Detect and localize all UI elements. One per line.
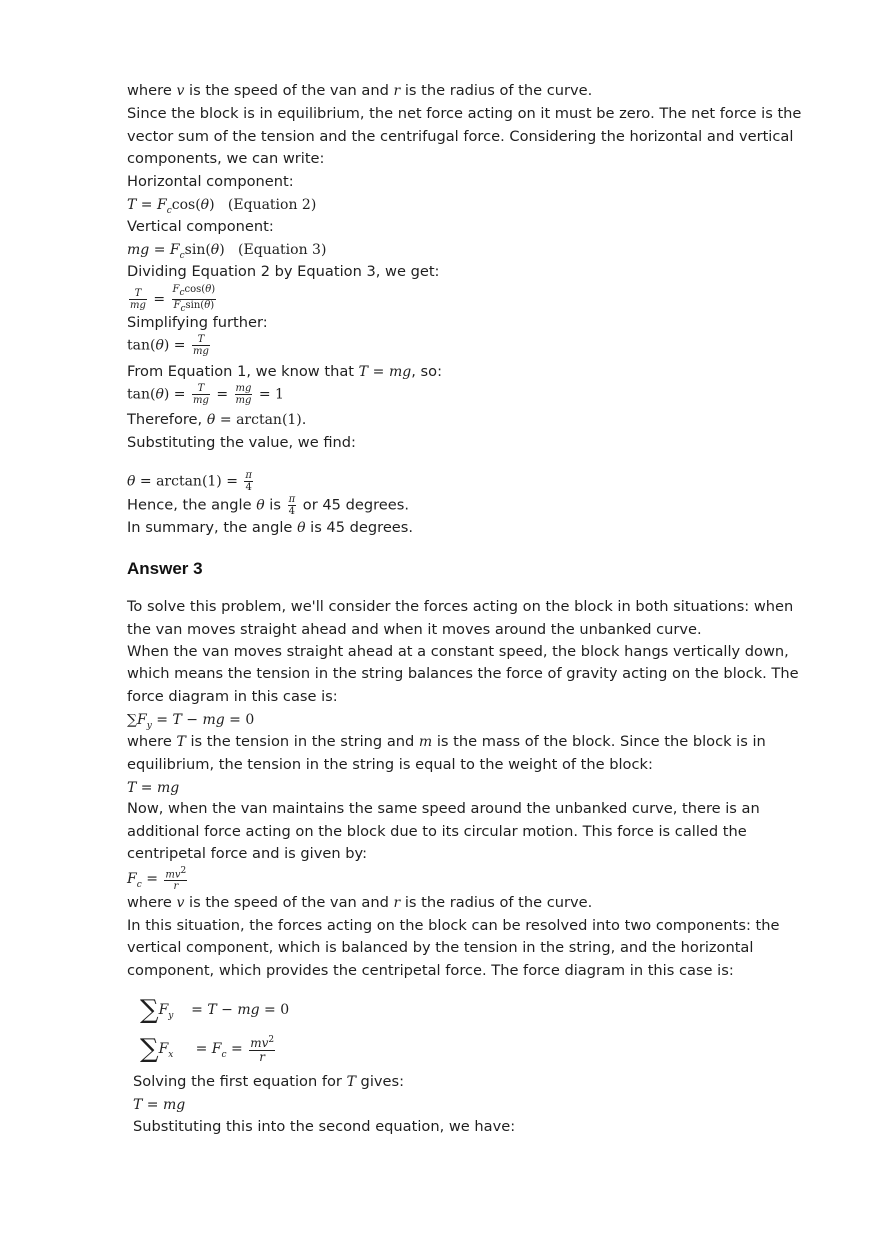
text-line: Substituting this into the second equation, we have: (133, 1118, 516, 1135)
equation-sum-fy: $\sum F_y = T$ − mg = 0 (127, 712, 255, 731)
text-line: which means the tension in the string balances the force of gravity acting on the block. The (127, 665, 799, 682)
text-line: force diagram in this case is: (127, 688, 338, 705)
equation-t-mg: T = mg (127, 780, 180, 796)
text-line: When the van moves straight ahead at a constant speed, the block hangs vertically down, (127, 643, 789, 660)
text-line: Solving the first equation for T gives: (133, 1073, 405, 1090)
text-line: To solve this problem, we'll consider the forces acting on the block in both situations: when (127, 598, 794, 615)
text-line: where T is the tension in the string and m is the mass of the block. Since the block is in (127, 733, 766, 750)
text-line: Since the block is in equilibrium, the net force acting on it must be zero. The net force is the (127, 105, 802, 122)
equation-tan: tan(θ) = $\frac{T}{mg}$ (127, 334, 209, 357)
answer-heading: Answer 3 (127, 559, 203, 578)
text-line: centripetal force and is given by: (127, 845, 367, 862)
text-line: vertical component, which is balanced by the tension in the string, and the horizontal (127, 939, 754, 956)
text-line: From Equation 1, we know that T = mg, so: (127, 363, 443, 380)
text-line: component, which provides the centripetal force. The force diagram in this case is: (127, 962, 734, 979)
text-line: where v is the speed of the van and r is the radius of the curve. (127, 82, 593, 99)
equation-ratio: $\frac{T}{mg}$ = $\frac{F_c\cos(\theta)}{F_c\sin(\theta)}$ (130, 284, 216, 314)
text-line: Dividing Equation 2 by Equation 3, we get: (127, 263, 440, 280)
text-line: additional force acting on the block due to its circular motion. This force is called the (127, 823, 747, 840)
equation-fc: $F_c$ = $\frac{mv^2}{r}$ (127, 866, 187, 893)
text-line: Hence, the angle θ is $\frac{\pi}{4}$ or 45 degrees. (127, 494, 409, 517)
text-line: where v is the speed of the van and r is the radius of the curve. (127, 894, 593, 911)
equation-t-mg-2: T = mg (133, 1097, 186, 1113)
text-line: In summary, the angle θ is 45 degrees. (127, 519, 414, 536)
text-line: Simplifying further: (127, 314, 268, 331)
text-line: Now, when the van maintains the same speed around the unbanked curve, there is an (127, 800, 760, 817)
equation-theta: θ = arctan(1) = $\frac{\pi}{4}$ (127, 470, 252, 493)
text-line: vector sum of the tension and the centrifugal force. Considering the horizontal and vertical (127, 128, 794, 145)
text-line: equilibrium, the tension in the string is equal to the weight of the block: (127, 756, 653, 773)
equation-sum-fy-2: $\sum F_y$ = T − mg = 0 (140, 995, 290, 1025)
equation-tan-one: tan(θ) = $\frac{T}{mg}$ = $\frac{mg}{mg}$ = 1 (127, 383, 284, 406)
equation-3: mg = $F_c\sin(\theta)$ (Equation 3) (127, 242, 327, 261)
text-line: In this situation, the forces acting on the block can be resolved into two components: the (127, 917, 780, 934)
equation-sum-fx: $\sum F_x$ = $F_c$ = $\frac{mv^2}{r}$ (140, 1034, 275, 1064)
text-line: Therefore, θ = arctan(1). (127, 411, 307, 428)
text-line: the van moves straight ahead and when it moves around the unbanked curve. (127, 621, 702, 638)
text-line: components, we can write: (127, 150, 325, 167)
equation-2: $T = F_c\cos(\theta)$ (Equation 2) (127, 197, 317, 216)
text-line: Horizontal component: (127, 173, 294, 190)
text-line: Substituting the value, we find: (127, 434, 356, 451)
text-line: Vertical component: (127, 218, 274, 235)
